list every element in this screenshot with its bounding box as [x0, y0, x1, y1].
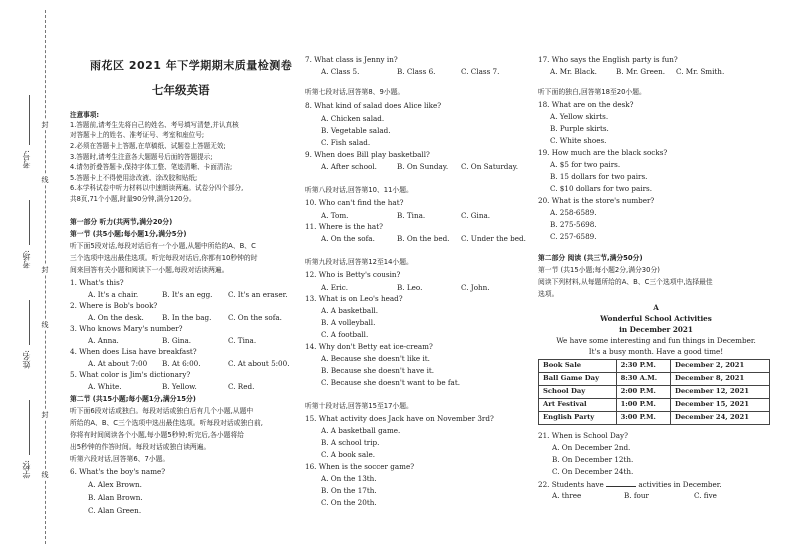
option[interactable]: A. Class 5.	[321, 67, 360, 76]
option[interactable]: B. Purple skirts.	[550, 124, 609, 133]
activity-name: Book Sale	[539, 360, 617, 373]
part1-heading: 第一部分 听力(共两节,满分20分)	[70, 218, 173, 226]
activity-date: December 8, 2021	[670, 373, 769, 386]
note-line: 4.请勿折叠答题卡,保持字体工整、笔迹清晰、卡面清洁;	[70, 163, 233, 171]
question-13: 13. What is on Leo's head?	[305, 294, 403, 303]
table-row	[539, 412, 770, 425]
passage-letter: A	[653, 303, 659, 312]
question-8: 8. What kind of salad does Alice like?	[305, 101, 442, 110]
table-row	[539, 360, 770, 373]
option[interactable]: B. Class 6.	[397, 67, 436, 76]
activity-date: December 12, 2021	[670, 386, 769, 399]
ad-title: Wonderful School Activities	[600, 314, 712, 323]
activity-time: 2:30 P.M.	[616, 360, 670, 373]
option[interactable]: C. Under the bed.	[461, 234, 526, 243]
question-11: 11. Where is the hat?	[305, 222, 383, 231]
question-16: 16. When is the soccer game?	[305, 462, 415, 471]
option[interactable]: C. Because she doesn't want to be fat.	[321, 378, 461, 387]
activity-name: Ball Game Day	[539, 373, 617, 386]
activity-name: English Party	[539, 412, 617, 425]
option[interactable]: C. John.	[461, 283, 490, 292]
question-15: 15. What activity does Jack have on November 3rd?	[305, 414, 494, 423]
directions-line: 阅读下列材料,从每题所给的A、B、C三个选项中,选择最佳	[538, 278, 713, 286]
option[interactable]: C. Tina.	[228, 336, 257, 345]
section2-heading: 第二节 (共15小题;每小题1分,满分15分)	[70, 395, 196, 403]
option[interactable]: B. In the bag.	[162, 313, 212, 322]
option[interactable]: A. A basketball game.	[321, 426, 401, 435]
directions-line: 选项。	[538, 290, 559, 298]
exam-subject: 七年级英语	[152, 83, 210, 97]
question-14: 14. Why don't Betty eat ice-cream?	[305, 342, 433, 351]
option[interactable]: B. Alan Brown.	[88, 493, 143, 502]
option[interactable]: B. A school trip.	[321, 438, 380, 447]
option[interactable]: C. Gina.	[461, 211, 491, 220]
option[interactable]: A. Eric.	[321, 283, 349, 292]
option[interactable]: A. Anna.	[88, 336, 119, 345]
note-line: 对答题卡上的姓名、准考证号、考室和座位号;	[70, 131, 205, 139]
binding-margin	[0, 0, 66, 554]
exam-room-label: 考场:	[22, 250, 31, 269]
question-22	[538, 480, 722, 489]
directions-line: 你将有时间阅读各个小题,每小题5秒钟;听完后,各小题将给	[70, 431, 245, 439]
option[interactable]: A. On December 2nd.	[552, 443, 631, 452]
question-4: 4. When does Lisa have breakfast?	[70, 347, 197, 356]
option[interactable]: A. Because she doesn't like it.	[321, 354, 430, 363]
activity-date: December 2, 2021	[670, 360, 769, 373]
option[interactable]: C. On December 24th.	[552, 467, 634, 476]
seal-char: 封	[41, 411, 50, 418]
option[interactable]: B. Vegetable salad.	[321, 126, 391, 135]
option[interactable]: C. A book sale.	[321, 450, 375, 459]
option[interactable]: A. On the desk.	[88, 313, 144, 322]
activity-schedule-table	[538, 359, 770, 425]
dialogue-intro: 听第九段对话,回答第12至14小题。	[305, 258, 413, 266]
option[interactable]: C. Red.	[228, 382, 255, 391]
option[interactable]: A. $5 for two pairs.	[550, 160, 621, 169]
activity-time: 3:00 P.M.	[616, 412, 670, 425]
activity-name: School Day	[539, 386, 617, 399]
activity-time: 8:30 A.M.	[616, 373, 670, 386]
activity-time: 1:00 P.M.	[616, 399, 670, 412]
directions-line: 听第六段对话,回答第6、7小题。	[70, 455, 170, 463]
option[interactable]: A. On the 13th.	[321, 474, 377, 483]
question-text: activities in December.	[638, 480, 722, 489]
option[interactable]: B. 15 dollars for two pairs.	[550, 172, 648, 181]
ad-text: We have some interesting and fun things in December.	[556, 336, 756, 345]
option[interactable]: C. A football.	[321, 330, 369, 339]
option[interactable]: C. On the 20th.	[321, 498, 377, 507]
option[interactable]: B. On Sunday.	[397, 162, 449, 171]
seal-char: 封	[41, 121, 50, 128]
option[interactable]: A. 258-6589.	[550, 208, 597, 217]
option[interactable]: C. Fish salad.	[321, 138, 371, 147]
option[interactable]: B. four	[624, 491, 649, 500]
option[interactable]: B. On the 17th.	[321, 486, 377, 495]
activity-name: Art Festival	[539, 399, 617, 412]
question-9: 9. When does Bill play basketball?	[305, 150, 430, 159]
directions-line: 三个选项中选出最佳选项。听完每段对话后,你都有10秒钟的时	[70, 254, 258, 262]
option[interactable]: C. Alan Green.	[88, 506, 142, 515]
dialogue-intro: 听第七段对话,回答第8、9小题。	[305, 88, 405, 96]
note-line: 1.答题前,请考生先将自己的姓名、考号填写清楚,并认真核	[70, 121, 239, 129]
option[interactable]: B. Because she doesn't have it.	[321, 366, 435, 375]
question-3: 3. Who knows Mary's number?	[70, 324, 183, 333]
question-7: 7. What class is Jenny in?	[305, 55, 398, 64]
question-1: 1. What's this?	[70, 278, 124, 287]
table-row	[539, 399, 770, 412]
question-17: 17. Who says the English party is fun?	[538, 55, 678, 64]
option[interactable]: C. White shoes.	[550, 136, 607, 145]
dialogue-intro: 听第八段对话,回答第10、11小题。	[305, 186, 413, 194]
seal-char: 线	[41, 321, 50, 328]
seal-char: 线	[41, 176, 50, 183]
option[interactable]: C. At about 5:00.	[228, 359, 290, 368]
question-10: 10. Who can't find the hat?	[305, 198, 404, 207]
option[interactable]: A. Yellow skirts.	[550, 112, 609, 121]
note-line: 共8页,71个小题,时量90分钟,满分120分。	[70, 195, 196, 203]
note-line: 3.答题时,请考生注意各大题题号后面的答题提示;	[70, 153, 213, 161]
option[interactable]: A. Mr. Black.	[550, 67, 597, 76]
option[interactable]: B. Yellow.	[162, 382, 197, 391]
note-line: 2.必须在答题卡上答题,在草稿纸、试题卷上答题无效;	[70, 142, 226, 150]
option[interactable]: C. Mr. Smith.	[676, 67, 725, 76]
option[interactable]: A. three	[552, 491, 582, 500]
option[interactable]: C. It's an eraser.	[228, 290, 288, 299]
seal-line	[45, 10, 46, 544]
seal-char: 封	[41, 266, 50, 273]
activity-date: December 15, 2021	[670, 399, 769, 412]
directions-line: 所给的A、B、C三个选项中选出最佳选项。听每段对话或独白前,	[70, 419, 263, 427]
ad-text: It's a busy month. Have a good time!	[588, 347, 724, 356]
option[interactable]: A. Tom.	[321, 211, 349, 220]
option[interactable]: C. five	[694, 491, 717, 500]
reading-section1-heading: 第一节 (共15小题;每小题2分,满分30分)	[538, 266, 660, 274]
option[interactable]: C. Class 7.	[461, 67, 500, 76]
option[interactable]: B. At 6:00.	[162, 359, 201, 368]
option[interactable]: C. $10 dollars for two pairs.	[550, 184, 652, 193]
question-18: 18. What are on the desk?	[538, 100, 634, 109]
monologue-intro: 听下面的独白,回答第18至20小题。	[538, 88, 646, 96]
option[interactable]: A. On the sofa.	[321, 234, 375, 243]
option[interactable]: A. Chicken salad.	[321, 114, 385, 123]
option[interactable]: A. Alex Brown.	[88, 480, 142, 489]
directions-line: 听下面5段对话,每段对话后有一个小题,从题中所给的A、B、C	[70, 242, 256, 250]
option[interactable]: B. Leo.	[397, 283, 423, 292]
option[interactable]: A. A basketball.	[321, 306, 379, 315]
option[interactable]: B. On the bed.	[397, 234, 450, 243]
section1-heading: 第一节 (共5小题;每小题1分,满分5分)	[70, 230, 187, 238]
option[interactable]: A. White.	[88, 382, 122, 391]
option[interactable]: B. On December 12th.	[552, 455, 634, 464]
ad-subtitle: in December 2021	[619, 325, 693, 334]
option[interactable]: B. A volleyball.	[321, 318, 376, 327]
exam-number-field[interactable]	[29, 95, 30, 145]
option[interactable]: A. It's a chair.	[88, 290, 139, 299]
answer-blank[interactable]	[606, 480, 636, 487]
activity-time: 2:00 P.M.	[616, 386, 670, 399]
question-5: 5. What color is Jim's dictionary?	[70, 370, 191, 379]
seal-char: 线	[41, 471, 50, 478]
question-text: 22. Students have	[538, 480, 604, 489]
option[interactable]: A. After school.	[321, 162, 377, 171]
option[interactable]: B. It's an egg.	[162, 290, 213, 299]
name-label: 姓名:	[22, 350, 31, 369]
exam-room-field[interactable]	[29, 200, 30, 245]
school-label: 学校:	[22, 460, 31, 479]
option[interactable]: C. On the sofa.	[228, 313, 282, 322]
option[interactable]: B. 275-5698.	[550, 220, 597, 229]
option[interactable]: A. At about 7:00	[88, 359, 148, 368]
part2-heading: 第二部分 阅读 (共三节,满分50分)	[538, 254, 643, 262]
dialogue-intro: 听第十段对话,回答第15至17小题。	[305, 402, 413, 410]
name-field[interactable]	[29, 300, 30, 345]
option[interactable]: C. On Saturday.	[461, 162, 519, 171]
school-field[interactable]	[29, 400, 30, 455]
option[interactable]: B. Tina.	[397, 211, 426, 220]
directions-line: 间来回答有关小题和阅读下一小题,每段对话读两遍。	[70, 266, 229, 274]
exam-title: 雨花区 2021 年下学期期末质量检测卷	[90, 59, 293, 72]
question-21: 21. When is School Day?	[538, 431, 628, 440]
option[interactable]: B. Mr. Green.	[616, 67, 666, 76]
question-12: 12. Who is Betty's cousin?	[305, 270, 401, 279]
question-19: 19. How much are the black socks?	[538, 148, 668, 157]
directions-line: 出5秒钟的作答时间。每段对话或独白读两遍。	[70, 443, 211, 451]
question-20: 20. What is the store's number?	[538, 196, 655, 205]
question-2: 2. Where is Bob's book?	[70, 301, 158, 310]
note-line: 6.本学科试卷中听力材料以中速朗读两遍。试卷分四个部分,	[70, 184, 244, 192]
exam-number-label: 考号:	[22, 150, 31, 169]
question-6: 6. What's the boy's name?	[70, 467, 166, 476]
table-row	[539, 386, 770, 399]
option[interactable]: C. 257-6589.	[550, 232, 597, 241]
directions-line: 听下面6段对话或独白。每段对话或独白后有几个小题,从题中	[70, 407, 254, 415]
activity-date: December 24, 2021	[670, 412, 769, 425]
option[interactable]: B. Gina.	[162, 336, 192, 345]
table-row	[539, 373, 770, 386]
note-line: 5.答题卡上不得使用涂改液、涂改胶和贴纸;	[70, 174, 198, 182]
notes-heading: 注意事项:	[70, 111, 100, 119]
